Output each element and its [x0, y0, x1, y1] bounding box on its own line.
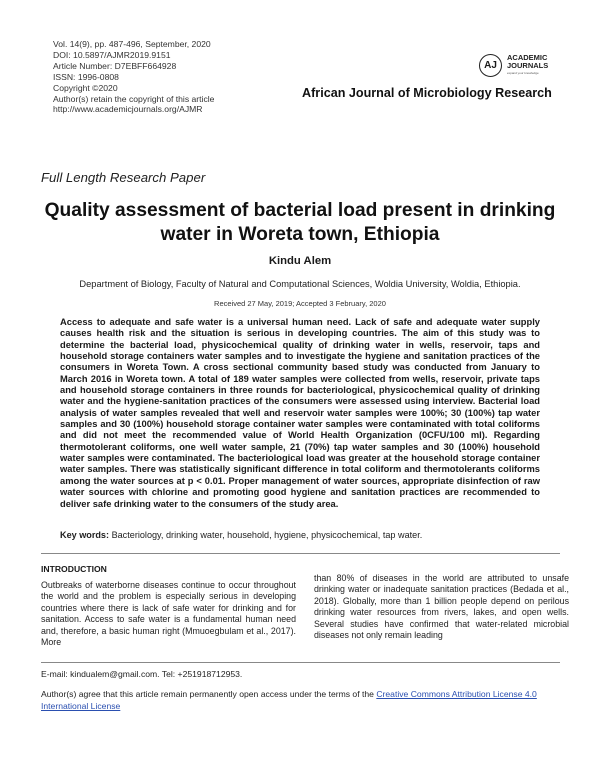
- logo-line-2: JOURNALS: [507, 61, 549, 70]
- license-notice: [41, 689, 571, 712]
- journal-name: African Journal of Microbiology Research: [302, 86, 552, 100]
- logo-line-1: ACADEMIC: [507, 53, 548, 62]
- issn-line: ISSN: 1996-0808: [53, 71, 119, 82]
- logo-tagline: expand your knowledge: [507, 71, 539, 75]
- keywords: [60, 530, 540, 540]
- footnote-divider: [41, 662, 560, 663]
- keywords-list: Bacteriology, drinking water, household, hygiene, physicochemical, tap water.: [111, 530, 423, 540]
- intro-column-left: Outbreaks of waterborne diseases continue to occur throughout the world and the problem is especially serious in developing countries where there is lack of safe water for drinking and for sanitation. Access to safe water is a fundamental human need and, therefore, a basic human right (Mmuoegbulam et al., 2017). More: [41, 580, 296, 648]
- journal-url-line: http://www.academicjournals.org/AJMR: [53, 104, 203, 115]
- volume-line: Vol. 14(9), pp. 487-496, September, 2020: [53, 39, 211, 49]
- corresponding-email: E-mail: kindualem@gmail.com. Tel: +251918712953.: [41, 669, 243, 679]
- article-title: Quality assessment of bacterial load present in drinking water in Woreta town, Ethiopia: [44, 200, 556, 245]
- logo-wordmark: [507, 54, 548, 70]
- author-name: Kindu Alem: [268, 255, 332, 267]
- copyright-notice-line: Author(s) retain the copyright of this article: [53, 93, 215, 104]
- license-link[interactable]: Creative Commons Attribution License 4.0 International License: [41, 689, 537, 711]
- author-affiliation: Department of Biology, Faculty of Natural and Computational Sciences, Woldia University, Woldia, Ethiopia.: [79, 279, 521, 289]
- logo-initials: AJ: [479, 54, 502, 77]
- paper-type: Full Length Research Paper: [41, 170, 206, 185]
- article-number-line: Article Number: D7EBFF664928: [53, 60, 177, 71]
- academic-journals-logo: [479, 52, 569, 82]
- intro-column-right: than 80% of diseases in the world are attributed to unsafe drinking water or inadequate sanitation practices (Bedada et al., 2018). Globally, more than 1 billion people depend on perilous drinking water resources from rivers, lakes, and open wells. Several studies have confirmed that water-related microbial diseases not only remain leading: [314, 573, 569, 641]
- license-text: Author(s) agree that this article remain permanently open access under the terms of the: [41, 689, 374, 699]
- article-metadata: [53, 39, 214, 115]
- abstract: Access to adequate and safe water is a universal human need. Lack of safe and adequate water supply causes health risk and the situation is serious in developing countries. The aim of this study was to determine the bacterial load, physicochemical quality of drinking water in wells, reservoir, taps and household storage containers water samples and to investigate the hygiene and sanitation practices of the consumers in Woreta Town. A cross sectional community based study was conducted from January to March 2016 in Woreta town. A total of 189 water samples were collected from wells, reservoir, private taps and household storage containers in three rounds for bacteriological, physicochemical quality of drinking water and the hygiene-sanitation practices of the consumers were assessed using interview. Bacterial load analysis of water samples revealed that well and reservoir water samples were 100%; 30 (100%) tap water samples and 30 (100%) household storage container water samples were contaminated with total coliforms and did not meet the recommended value of World Health Organization (0CFU/100 ml). Regarding thermotolerant coliforms, one well water sample, 21 (70%) tap water samples and 30 (100%) household water samples were contaminated. The bacteriological load was greater at the household storage container water samples. There was statistically significant difference in total coliform and thermotolerants coliforms among the water sources at p < 0.01. Proper management of water sources, appropriate disinfection of raw water sources with chlorine and promoting good hygiene and sanitation practices are recommended to deliver safe drinking water to the consumers of the study area.: [60, 317, 540, 509]
- copyright-line: Copyright ©2020: [53, 82, 118, 93]
- section-divider: [41, 553, 560, 554]
- keywords-label: Key words:: [60, 530, 110, 540]
- introduction-heading: INTRODUCTION: [41, 564, 107, 574]
- received-accepted-dates: Received 27 May, 2019; Accepted 3 February, 2020: [214, 299, 386, 308]
- doi-line: DOI: 10.5897/AJMR2019.9151: [53, 49, 171, 60]
